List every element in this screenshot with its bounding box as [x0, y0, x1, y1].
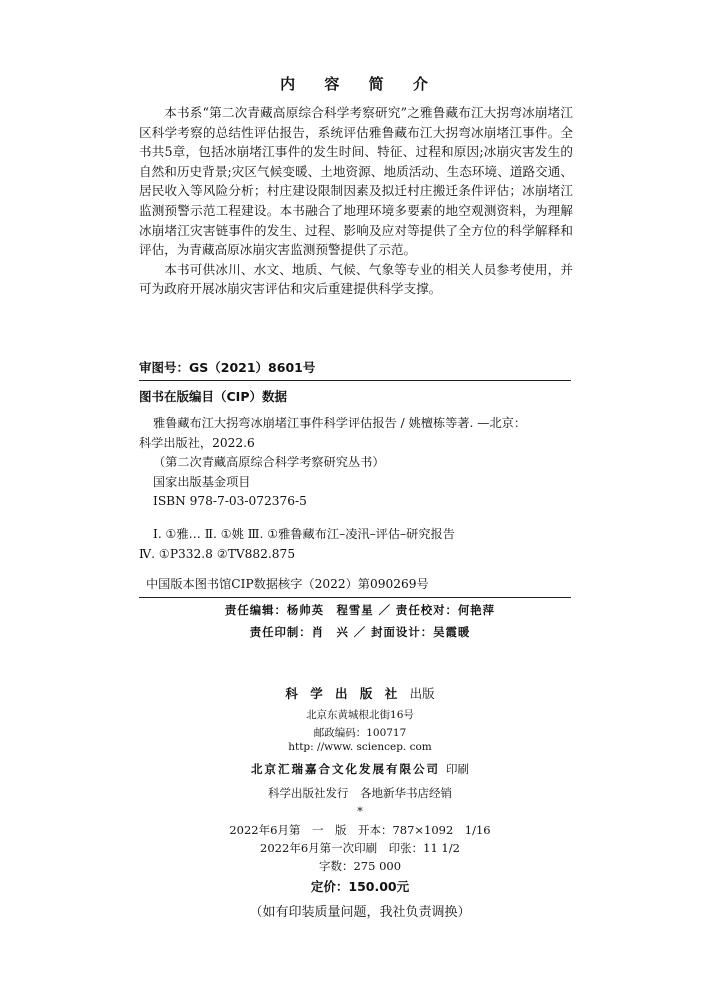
- divider: [139, 380, 571, 381]
- cip-classification-1: Ⅰ. ①雅… Ⅱ. ①姚 Ⅲ. ①雅鲁藏布江–凌汛–评估–研究报告: [153, 527, 455, 541]
- edition-info: 2022年6月第 一 版 开本：787×1092 1/16: [229, 823, 491, 837]
- credits-line-2: 责任印制：肖 兴 ／ 封面设计：吴霞暖: [249, 625, 471, 639]
- summary-section: [139, 103, 573, 299]
- credits-line-1: 责任编辑：杨帅英 程雪星 ／ 责任校对：何艳萍: [224, 603, 496, 617]
- distribution: 科学出版社发行 各地新华书店经销: [268, 786, 452, 800]
- cip-fund: 国家出版基金项目: [153, 474, 251, 489]
- quality-note: （如有印装质量问题，我社负责调换）: [249, 905, 471, 920]
- cip-main-line-2: 科学出版社，2022.6: [139, 435, 255, 450]
- cip-entry: [139, 414, 579, 512]
- publisher-logo: 科 学 出 版 社: [285, 686, 402, 701]
- printer-suffix: 印刷: [446, 762, 469, 776]
- cip-isbn: ISBN 978-7-03-072376-5: [153, 494, 307, 508]
- cip-title: 图书在版编目（CIP）数据: [139, 389, 287, 404]
- summary-title: 内 容 简 介: [280, 75, 440, 93]
- word-count: 字数：275 000: [318, 859, 402, 873]
- summary-paragraph-1: 本书系“第二次青藏高原综合科学考察研究”之雅鲁藏布江大拐弯冰崩堵江区科学考察的总结性评估报告，系统评估雅鲁藏布江大拐弯冰崩堵江事件。全书共5章，包括冰崩堵江事件的发生时间、特征、过程和原因;冰崩灾害发生的自然和历史背景;灾区气候变暖、土地资源、地质活动、生态环境、道路交通、居民收入等风险分析；村庄建设限制因素及拟迁村庄搬迁条件评估；冰崩堵江监测预警示范工程建设。本书融合了地理环境多要素的地空观测资料，为理解冰崩堵江灾害链事件的发生、过程、影响及应对等提供了全方位的科学解释和评估，为青藏高原冰崩灾害监测预警提供了示范。: [139, 105, 573, 258]
- map-review-number: 审图号：GS（2021）8601号: [139, 360, 316, 375]
- printer-name: 北京汇瑞嘉合文化发展有限公司: [250, 762, 440, 776]
- cip-classification: [139, 525, 579, 564]
- cip-series: （第二次青藏高原综合科学考察研究丛书）: [153, 455, 385, 469]
- cip-record: 中国版本图书馆CIP数据核字（2022）第090269号: [146, 577, 429, 591]
- publisher-line: [0, 684, 720, 702]
- publisher-suffix: 出版: [409, 686, 435, 701]
- separator-asterisk: *: [357, 804, 363, 818]
- cip-main-line-1: 雅鲁藏布江大拐弯冰崩堵江事件科学评估报告 / 姚檀栋等著. —北京：: [153, 416, 527, 430]
- summary-paragraph-2: 本书可供冰川、水文、地质、气候、气象等专业的相关人员参考使用，并可为政府开展冰崩灾害评估和灾后重建提供科学支撑。: [139, 261, 573, 297]
- cip-classification-2: Ⅳ. ①P332.8 ②TV882.875: [139, 546, 296, 561]
- divider: [139, 597, 571, 598]
- price: 定价：150.00元: [310, 879, 410, 894]
- printing-info: 2022年6月第一次印刷 印张：11 1/2: [260, 841, 460, 855]
- printer-line: [0, 761, 720, 777]
- publisher-address: 北京东黄城根北街16号: [306, 709, 414, 721]
- publisher-url: http: //www. sciencep. com: [288, 741, 432, 753]
- publisher-postcode: 邮政编码：100717: [313, 727, 407, 739]
